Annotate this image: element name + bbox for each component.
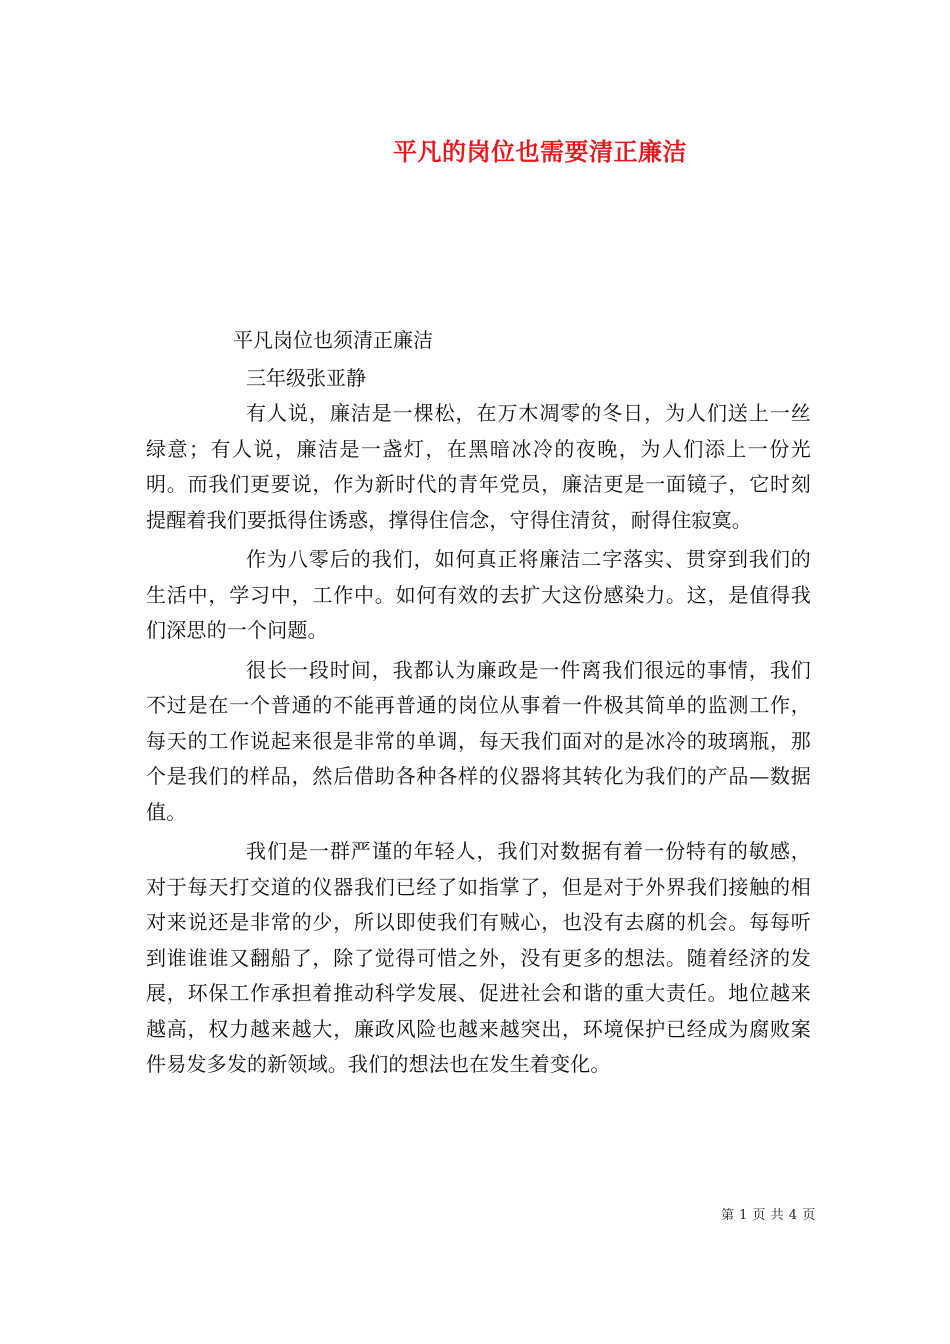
article-subtitle: 平凡岗位也须清正廉洁 xyxy=(233,328,433,352)
article-author: 三年级张亚静 xyxy=(246,366,366,390)
paragraph-4: 我们是一群严谨的年轻人，我们对数据有着一份特有的敏感，对于每天打交道的仪器我们已经了如指掌了，但是对于外界我们接触的相对来说还是非常的少，所以即使我们有贼心，也没有去腐的机会。每每听到谁谁谁又翻船了，除了觉得可惜之外，没有更多的想法。随着经济的发展，环保工作承担着推动科学发展、促进社会和谐的重大责任。地位越来越高，权力越来越大，廉政风险也越来越突出，环境保护已经成为腐败案件易发多发的新领域。我们的想法也在发生着变化。 xyxy=(146,839,811,1076)
document-title: 平凡的岗位也需要清正廉洁 xyxy=(393,137,687,166)
page-number-footer: 第 1 页 共 4 页 xyxy=(721,1208,816,1223)
article-body xyxy=(146,396,811,1087)
paragraph-3: 很长一段时间，我都认为廉政是一件离我们很远的事情，我们不过是在一个普通的不能再普通的岗位从事着一件极其简单的监测工作，每天的工作说起来很是非常的单调，每天我们面对的是冰冷的玻璃瓶，那个是我们的样品，然后借助各种各样的仪器将其转化为我们的产品—数据值。 xyxy=(146,657,811,824)
paragraph-2: 作为八零后的我们，如何真正将廉洁二字落实、贯穿到我们的生活中，学习中，工作中。如何有效的去扩大这份感染力。这，是值得我们深思的一个问题。 xyxy=(146,547,811,642)
paragraph-1: 有人说，廉洁是一棵松，在万木凋零的冬日，为人们送上一丝绿意；有人说，廉洁是一盏灯，在黑暗冰冷的夜晚，为人们添上一份光明。而我们更要说，作为新时代的青年党员，廉洁更是一面镜子，它时刻提醒着我们要抵得住诱惑，撑得住信念，守得住清贫，耐得住寂寞。 xyxy=(146,401,811,532)
